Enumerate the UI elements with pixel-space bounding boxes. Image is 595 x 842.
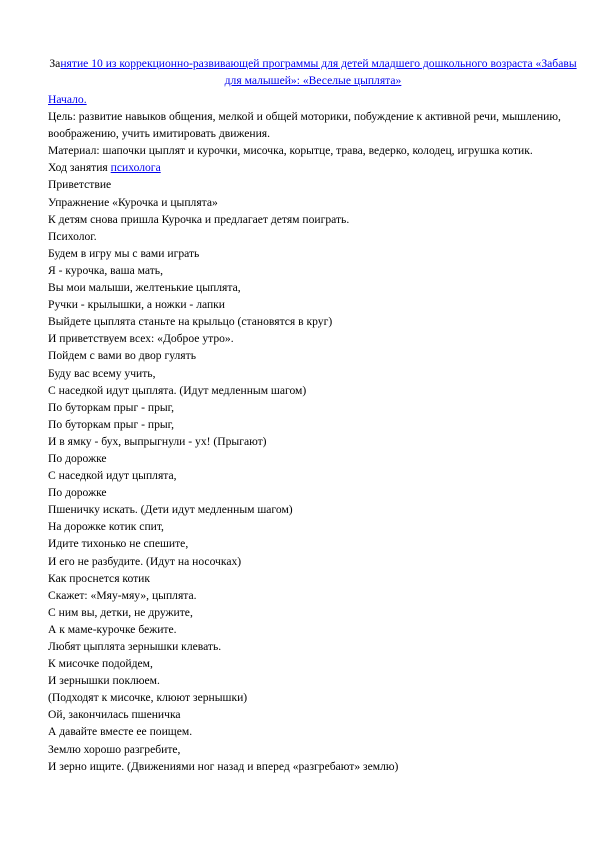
text-line: Пойдем с вами во двор гулять [48, 349, 196, 363]
text-line: С наседкой идут цыплята. (Идут медленным шагом) [48, 383, 307, 397]
document-title [48, 55, 578, 89]
goal-paragraph: Цель: развитие навыков общения, мелкой и общей моторики, побуждение к активной речи, мышлению, воображению, учить имитировать движения. [48, 110, 561, 141]
title-link[interactable]: нятие 10 из коррекционно-развивающей программы для детей младшего дошкольного возраста «Забавы для малышей»: «Веселые цыплята» [60, 57, 577, 87]
title-prefix: За [49, 57, 61, 70]
text-line: С ним вы, детки, не дружите, [48, 605, 193, 619]
text-line: Упражнение «Курочка и цыплята» [48, 195, 218, 209]
text-line: По дорожке [48, 451, 107, 465]
text-line: И в ямку - бух, выпрыгнули - ух! (Прыгают) [48, 434, 267, 448]
text-line: Психолог. [48, 229, 97, 243]
text-line: На дорожке котик спит, [48, 520, 164, 534]
lesson-text [48, 176, 563, 774]
text-line: Выйдете цыплята станьте на крыльцо (становятся в круг) [48, 315, 333, 329]
text-line: Землю хорошо разгребите, [48, 742, 181, 756]
text-line: Любят цыплята зернышки клевать. [48, 640, 222, 653]
text-line: И зернышки поклюем. [48, 674, 160, 688]
text-line: И зерно ищите. (Движениями ног назад и вперед «разгребают» землю) [48, 759, 399, 773]
text-line: По дорожке [48, 486, 107, 500]
text-line: А к маме-курочке бежите. [48, 622, 177, 636]
text-line: Буду вас всему учить, [48, 366, 156, 380]
psychologist-link[interactable]: психолога [110, 161, 161, 175]
text-line: Ой, закончилась пшеничка [48, 708, 181, 722]
document-body [48, 91, 563, 775]
text-line: (Подходят к мисочке, клюют зернышки) [48, 691, 248, 705]
text-line: Идите тихонько не спешите, [48, 537, 189, 551]
start-link[interactable]: Начало. [48, 93, 87, 106]
text-line: По буторкам прыг - прыг, [48, 417, 175, 431]
lesson-course-line [48, 159, 563, 176]
text-line: Пшеничку искать. (Дети идут медленным шагом) [48, 503, 293, 517]
text-line: Вы мои малыши, желтенькие цыплята, [48, 281, 241, 295]
text-line: Ручки - крылышки, а ножки - лапки [48, 298, 226, 312]
text-line: Будем в игру мы с вами играть [48, 246, 200, 260]
text-line: Приветствие [48, 178, 112, 192]
text-line: Как проснется котик [48, 571, 151, 585]
text-line: По буторкам прыг - прыг, [48, 400, 175, 414]
text-line: С наседкой идут цыплята, [48, 469, 177, 483]
text-line: Скажет: «Мяу-мяу», цыплята. [48, 588, 197, 602]
lesson-course-prefix: Ход занятия [48, 161, 111, 175]
text-line: К детям снова пришла Курочка и предлагает детям поиграть. [48, 212, 350, 226]
text-line: И приветствуем всех: «Доброе утро». [48, 332, 234, 346]
text-line: А давайте вместе ее поищем. [48, 725, 193, 739]
text-line: И его не разбудите. (Идут на носочках) [48, 554, 242, 568]
text-line: Я - курочка, ваша мать, [48, 263, 163, 277]
text-line: К мисочке подойдем, [48, 657, 153, 671]
materials-paragraph: Материал: шапочки цыплят и курочки, мисочка, корытце, трава, ведерко, колодец, игрушка котик. [48, 144, 533, 158]
